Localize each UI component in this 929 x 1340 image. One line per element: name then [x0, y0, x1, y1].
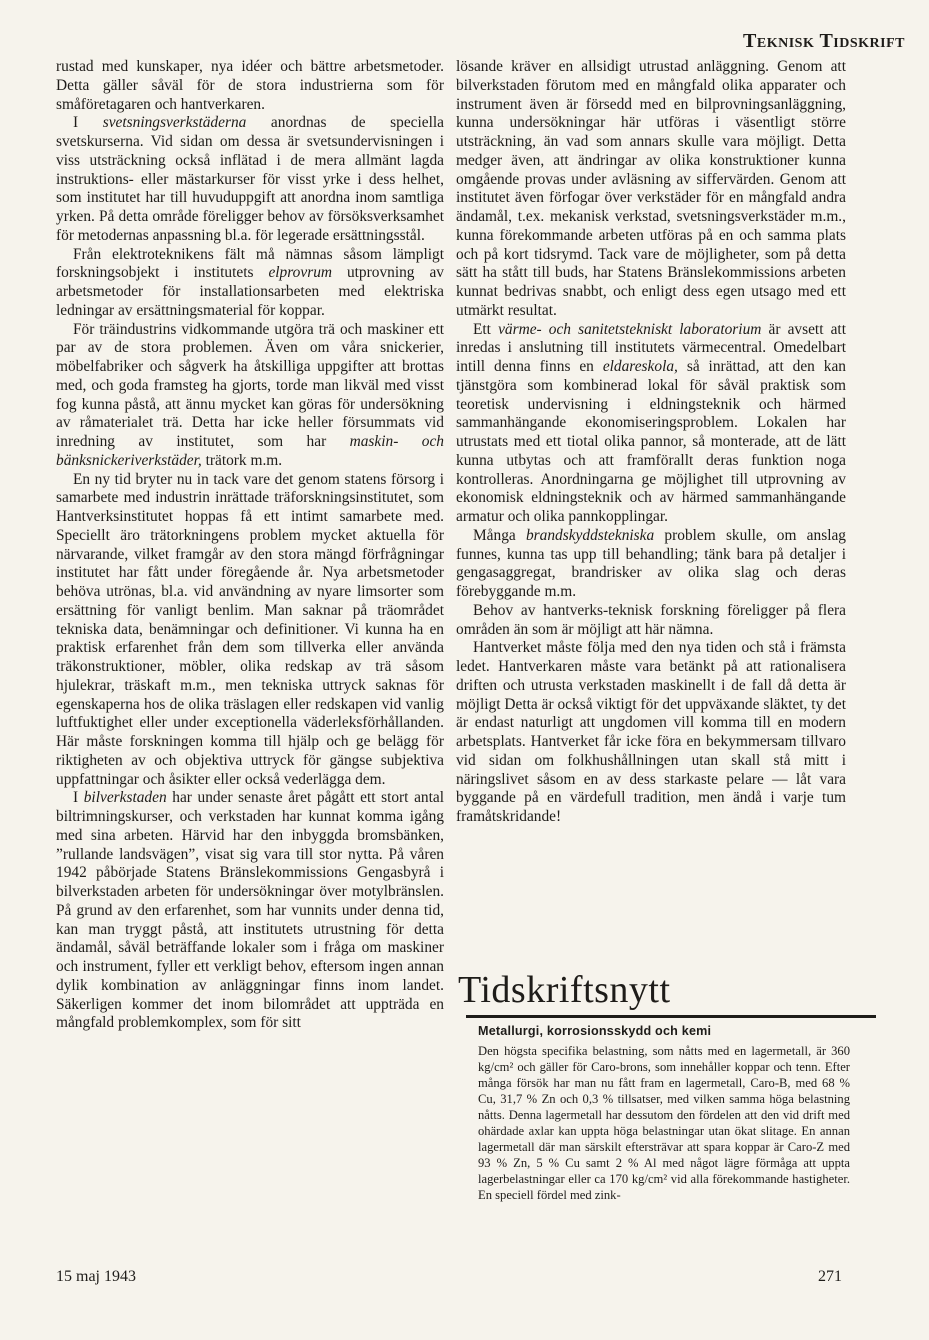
- paragraph: [56, 471, 444, 790]
- issue-date: 15 maj 1943: [56, 1268, 136, 1285]
- paragraph-text: anordnas de speciella svetskurserna. Vid sidan om dessa är svetsundervisningen i viss utsträckning också inflätad i de mera allmänt lagda instruktions- eller mästarkurser för visst yrke i dess helhet, som institutet har till huvuduppgift att anordna inom samtliga yrken. På detta område föreligger behov av försöksverksamhet för metodernas anpassning bl.a. för legerade ersättningsstål.: [56, 114, 444, 244]
- paragraph-text: trätork m.m.: [201, 451, 283, 469]
- paragraph-text: För träindustrins vidkommande utgöra trä och maskiner ett par av de stora problemen. Även om våra snickerier, möbelfabriker och sågverk ha åtskilliga uppgifter att brottas med, och goda framsteg ha gjorts, torde man likväl med visst fog kunna påstå, att ännu mycket kan göras för undersökning av råmaterialet trä. Detta har icke heller försummats vid inredning av institutet, som har: [56, 320, 444, 450]
- paragraph: [56, 246, 444, 321]
- paragraph-text: har under senaste året pågått ett stort antal biltrimningskurser, och verkstaden har kunnat komma igång med sina arbeten. Härvid har den inbyggda bromsbänken, ”rullande landsvägen”, visat sig vara till stor nytta. På våren 1942 påbörjade Statens Bränslekommissions Gengasbyrå i bilverkstaden arbeten för undersökningar över motylbränslen. På grund av den erfarenhet, som har vunnits under denna tid, kan man tryggt påstå, att institutets utrustning för detta ändamål, såväl beträffande lokaler som i fråga om maskiner och instrument, fyller ett verkligt behov, eftersom ingen annan dylik kombination av anläggningar finns inom landet. Säkerligen kommer det inom bilområdet att uppträda en mångfald problemkomplex, som för sitt: [56, 789, 444, 1032]
- paragraph-text: I: [73, 114, 103, 132]
- paragraph: [56, 789, 444, 1033]
- news-article: [478, 1024, 850, 1203]
- page-number: 271: [818, 1268, 842, 1285]
- left-column: [56, 58, 444, 1033]
- paragraph-text: Ett: [473, 320, 499, 338]
- news-heading: Metallurgi, korrosionsskydd och kemi: [478, 1024, 712, 1038]
- paragraph: [56, 58, 444, 114]
- paragraph-text: I: [73, 789, 84, 807]
- paragraph-text: är avsett att inredas i anslutning till institutets värmecentral. Omedelbart intill denna finns en: [456, 320, 846, 375]
- italic-term: svetsningsverkstäderna: [102, 114, 247, 132]
- paragraph-text: En ny tid bryter nu in tack vare det genom statens försorg i samarbete med industrin inrättade träforskningsinstitutet, som Hantverksinstitutet hoppas få ett intimt samarbete med. Speciellt äro trätorkningens problem mycket aktuella för närvarande, vilket framgår av den stora mängd förfrågningar institutet har fått under föregående år. Nya arbetsmetoder behöva utrönas, bl.a. vid användning av nyare limsorter som ersättning för vanligt benlim. Man saknar på träområdet tekniska data, benämningar och definitioner. Vi kunna ha en praktisk erfarenhet från dem som tillverka eller använda träkonstruktioner, möbler, olika redskap av trä såsom hjulekrar, träskaft m.m., men tekniska uttryck saknas för egenskaperna hos de olika träslagen eller redskapen vid vanlig luftfuktighet eller under exceptionella väderleksförhållanden. Här måste forskningen komma till hjälp och ge belägg för riktigheten av och objektiva uttryck för gängse subjektiva uppfattningar och åsikter eller också vederlägga dem.: [56, 470, 444, 788]
- paragraph: [456, 602, 846, 640]
- paragraph: [456, 527, 846, 602]
- paragraph-text: Hantverket måste följa med den nya tiden och stå i främsta ledet. Hantverkaren måste vara betänkt på att rationalisera driften och utrusta verkstaden maskinellt i de fall då detta är möjligt Detta är också viktigt för det uppväxande släktet, ty det är endast naturligt att ungdomen vill komma till en modern arbetsplats. Hantverket får icke föra en bekymmersam tillvaro vid sidan om folkhushållningen utan skall stå mitt i näringslivet såsom en av dess starkaste pelare — låt vara byggande på en värdefull tradition, men ändå i varje tum framåtskridande!: [456, 639, 846, 825]
- italic-term: bilverkstaden: [83, 789, 167, 807]
- section-rule: [466, 1015, 876, 1018]
- paragraph: [456, 321, 846, 527]
- paragraph-text: lösande kräver en allsidigt utrustad anläggning. Genom att bilverkstaden förutom med en mångfald olika apparater och instrument även är försedd med en bilprovningsanläggning, kunna undersökningar här utföras i väsentligt större utsträckning, än vad som annars skulle vara möjligt. Detta medger även, att ändringar av olika konstruktioner kunna omgående provas under avläsning av siffervärden. Genom att institutet även förfogar över verkstäder för en mångfald andra ändamål, t.ex. mekanisk verkstad, svetsningsverkstäder m.m., kunna förekommande arbeten utföras på en och samma plats och på kort tidsrymd. Tack vare de möjligheter, som på detta sätt ha stått till buds, har Statens Bränslekommissions arbeten kunnat bedrivas snabbt, och enligt dess egen utsago med ett utmärkt resultat.: [456, 58, 846, 319]
- paragraph: [456, 639, 846, 827]
- paragraph-text: utprovning av arbetsmetoder för installationsarbeten med elektriska ledningar av ersättningsmaterial för koppar.: [56, 264, 444, 319]
- paragraph: [56, 114, 444, 245]
- italic-term: elprovrum: [268, 264, 332, 282]
- paragraph-text: Många: [473, 526, 526, 544]
- italic-term: brandskyddstekniska: [525, 526, 655, 544]
- paragraph-text: Från elektroteknikens fält må nämnas såsom lämpligt forskningsobjekt i institutets: [56, 245, 444, 282]
- italic-term: eldareskola,: [602, 358, 678, 375]
- section-title: Tidskriftsnytt: [458, 969, 671, 1011]
- italic-term: maskin- och bänksnickeriverkstäder,: [56, 433, 444, 469]
- right-column: [456, 58, 846, 827]
- news-body: Den högsta specifika belastning, som nåtts med en lagermetall, är 360 kg/cm² och gäller för Caro-brons, som innehåller koppar och tenn. Efter många försök har man nu fått fram en lagermetall, Caro-B, med 68 % Cu, 31,7 % Zn och 0,3 % tillsatser, med vilken samma höga belastning nåtts. Denna lagermetall har dessutom den fördelen att den vid drift med ohärdade axlar kan uppta höga belastningar utan ökat slitage. En annan lagermetall där man särskilt eftersträvar att spara koppar är Caro-Z med 93 % Zn, 5 % Cu samt 2 % Al med något lägre förmåga att uppta lagerbelastningar eller ca 170 kg/cm² vid alla förekommande hastigheter. En speciell fördel med zink-: [478, 1043, 850, 1202]
- paragraph-text: Behov av hantverks-teknisk forskning föreligger på flera områden än som är möjligt att här nämna.: [456, 601, 846, 638]
- journal-masthead: Teknisk Tidskrift: [743, 30, 905, 52]
- paragraph-text: rustad med kunskaper, nya idéer och bättre arbetsmetoder. Detta gäller såväl för de stora industrierna som för småföretagaren och hantverkaren.: [56, 58, 444, 113]
- italic-term: värme- och sanitetstekniskt laboratorium: [498, 320, 762, 338]
- paragraph: [56, 321, 444, 471]
- paragraph-text: problem skulle, om anslag funnes, kunna tas upp till behandling; tänk bara på detaljer i gengasaggregat, brandrisker av olika slag och deras förebyggande m.m.: [456, 526, 846, 600]
- paragraph: [456, 58, 846, 321]
- paragraph-text: så inrättad, att den kan tjänstgöra som kombinerad lokal för såväl praktisk som teoretisk undervisning i eldningsteknik och härmed sammanhängande ekonomiseringsproblem. Lokalen har utrustats med ett tiotal olika pannor, så monterade, att de lätt kunna utbytas och att framförallt deras funktion noga kontrolleras. Anordningarna ge möjlighet till utprovning av ekonomisk eldningsteknik och av härmed sammanhängande armatur och olika pannkopplingar.: [456, 358, 846, 525]
